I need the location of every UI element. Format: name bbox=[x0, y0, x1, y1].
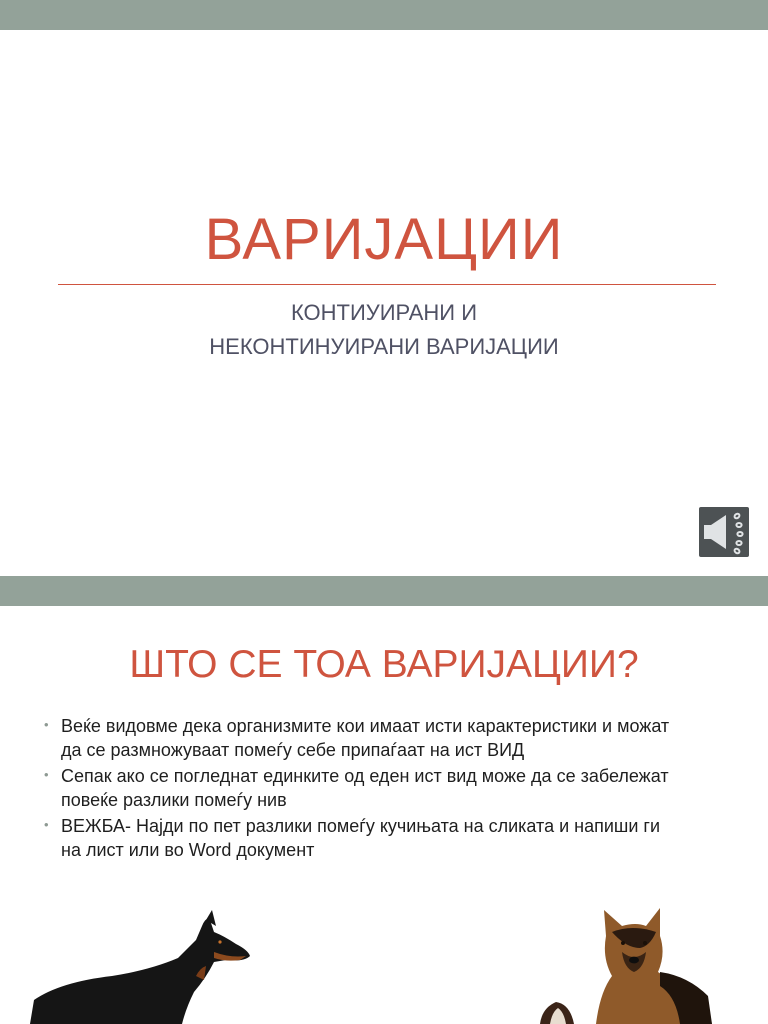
bullet-icon: • bbox=[44, 817, 49, 832]
doberman-dog bbox=[30, 910, 250, 1024]
dogs-photo bbox=[0, 896, 768, 1024]
top-band bbox=[0, 0, 768, 30]
subtitle-line-1: КОНТИУИРАНИ И bbox=[290, 300, 478, 325]
title-divider bbox=[58, 284, 716, 285]
small-dog bbox=[540, 1002, 574, 1024]
bullet-text-line: ВЕЖБА- Најди по пет разлики помеѓу кучињата на сликата и напиши ги bbox=[61, 816, 661, 836]
subtitle-line-2: НЕКОНТИНУИРАНИ ВАРИЈАЦИИ bbox=[209, 334, 559, 359]
content-slide bbox=[0, 606, 768, 1024]
bullet-text-line: да се размножуваат помеѓу себе припаѓаат на ист ВИД bbox=[61, 740, 525, 760]
bullet-list bbox=[44, 714, 734, 864]
bullet-text-line: Сепак ако се погледнат единките од еден ист вид може да се забележат bbox=[61, 766, 669, 786]
slide-subtitle bbox=[0, 296, 768, 364]
bullet-item bbox=[44, 714, 734, 762]
separator-band bbox=[0, 576, 768, 606]
bullet-text-line: повеќе разлики помеѓу нив bbox=[61, 790, 287, 810]
title-slide bbox=[0, 30, 768, 576]
bullet-item bbox=[44, 764, 734, 812]
bullet-item bbox=[44, 814, 734, 862]
bullet-icon: • bbox=[44, 767, 49, 782]
speaker-icon[interactable] bbox=[699, 507, 749, 557]
bullet-icon: • bbox=[44, 717, 49, 732]
slide-heading: ШТО СЕ ТОА ВАРИЈАЦИИ? bbox=[129, 643, 639, 686]
bullet-text-line: Веќе видовме дека организмите кои имаат исти карактеристики и можат bbox=[61, 716, 670, 736]
bullet-text-line: на лист или во Word документ bbox=[61, 840, 315, 860]
slide-title: ВАРИЈАЦИИ bbox=[204, 207, 564, 272]
german-shepherd-dog bbox=[596, 908, 712, 1024]
